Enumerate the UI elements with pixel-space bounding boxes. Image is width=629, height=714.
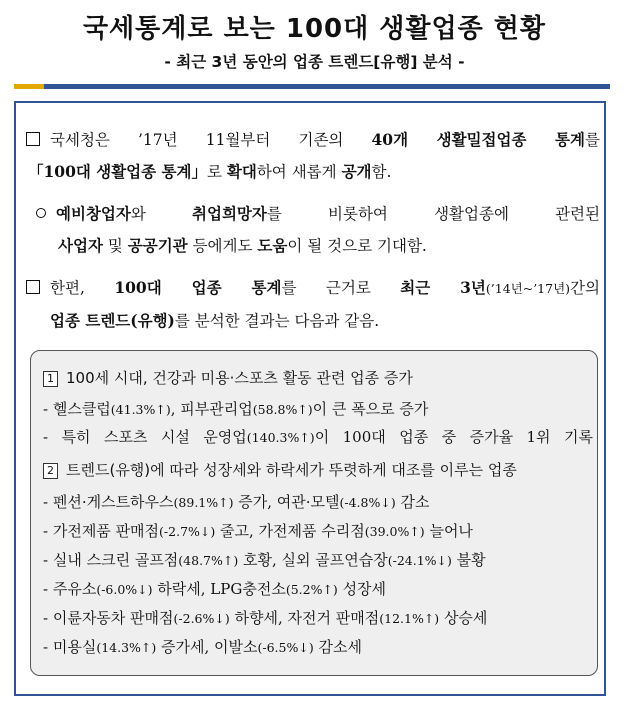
small-text: (-4.8%↓) xyxy=(339,495,396,510)
text: 늘어나 xyxy=(424,522,473,540)
text: 감소세 xyxy=(313,638,362,656)
small-text: (-24.1%↓) xyxy=(387,553,452,568)
text: 감소 xyxy=(395,493,430,511)
text: - 실내 스크린 골프점 xyxy=(43,551,179,569)
text: 국세청은 ’17년 11월부터 기존의 xyxy=(50,131,372,149)
text: 한편, xyxy=(50,279,115,297)
bold-text: 확대 xyxy=(226,162,257,181)
paragraph-3-line-2 xyxy=(26,305,600,337)
list-item xyxy=(43,491,593,512)
section-2-heading xyxy=(43,459,593,480)
circle-bullet-icon xyxy=(36,208,46,218)
bold-text: 업종 트렌드(유행) xyxy=(50,311,175,330)
text: - 펜션·게스트하우스 xyxy=(43,493,174,511)
paragraph-1-line-2 xyxy=(26,156,600,188)
section-heading-text: 100세 시대, 건강과 미용·스포츠 활동 관련 업종 증가 xyxy=(66,369,413,387)
bold-text: 공공기관 xyxy=(127,236,188,255)
small-text: (-2.6%↓) xyxy=(173,611,230,626)
text: , 피부관리업 xyxy=(170,400,253,418)
small-text: (41.3%↑) xyxy=(110,402,171,417)
square-bullet-icon xyxy=(26,280,40,294)
paragraph-3 xyxy=(26,272,600,337)
header-accent-bar-gold xyxy=(14,84,44,89)
list-item xyxy=(43,426,593,447)
small-text: (’14년~’17년) xyxy=(485,281,571,296)
small-text: (89.1%↑) xyxy=(173,495,234,510)
list-item xyxy=(43,607,593,628)
text: 하여 새롭게 xyxy=(256,163,342,181)
text: 하락세, LPG충전소 xyxy=(152,580,286,598)
document-subtitle: - 최근 3년 동안의 업종 트렌드[유행] 분석 - xyxy=(164,53,465,71)
small-text: (-6.0%↓) xyxy=(96,582,153,597)
small-text: (140.3%↑) xyxy=(246,430,315,445)
text: 및 xyxy=(102,237,128,255)
header-accent-bar-blue xyxy=(44,84,610,89)
section-heading-text: 트렌드(유행)에 따라 성장세와 하락세가 뚜렷하게 대조를 이루는 업종 xyxy=(66,461,517,479)
bold-text: 40개 생활밀접업종 통계 xyxy=(371,130,586,149)
paragraph-1-line-1 xyxy=(26,124,600,156)
small-text: (58.8%↑) xyxy=(252,402,313,417)
text: - 헬스클럽 xyxy=(43,400,111,418)
text: 를 분석한 결과는 다음과 같음. xyxy=(174,312,380,330)
text: - 가전제품 판매점 xyxy=(43,522,160,540)
paragraph-1 xyxy=(26,124,600,188)
text: 를 비롯하여 생활업종에 관련된 xyxy=(266,205,601,223)
text: 로 xyxy=(206,163,227,181)
small-text: (14.3%↑) xyxy=(96,640,157,655)
bold-text: 100대 업종 통계 xyxy=(114,278,282,297)
list-item xyxy=(43,398,593,419)
text: - 이륜자동차 판매점 xyxy=(43,609,174,627)
text: 성장세 xyxy=(337,580,387,598)
text: 이 큰 폭으로 증가 xyxy=(312,400,429,418)
text: 증가세, 이발소 xyxy=(156,638,258,656)
summary-box xyxy=(30,350,598,676)
small-text: (39.0%↑) xyxy=(364,524,425,539)
text: 를 xyxy=(585,131,600,149)
text: 함. xyxy=(371,163,392,181)
text: 등에게도 xyxy=(187,237,258,255)
text: 이 될 것으로 기대함. xyxy=(287,237,427,255)
text: 와 xyxy=(130,205,193,223)
text: 증가, 여관·모텔 xyxy=(233,493,340,511)
text: 를 근거로 xyxy=(281,279,401,297)
bold-text: 취업희망자 xyxy=(192,204,267,223)
text: 불황 xyxy=(451,551,486,569)
list-item xyxy=(43,520,593,541)
text: - 미용실 xyxy=(43,638,97,656)
text: 상승세 xyxy=(439,609,488,627)
square-bullet-icon xyxy=(26,132,40,146)
bold-text: 최근 3년 xyxy=(400,278,486,297)
bold-text: 공개 xyxy=(341,162,372,181)
paragraph-2-line-1 xyxy=(36,198,600,230)
section-number-badge: 1 xyxy=(43,371,58,387)
text: 호황, 실외 골프연습장 xyxy=(238,551,388,569)
text: - 특히 스포츠 시설 운영업 xyxy=(43,428,247,446)
section-1-heading xyxy=(43,367,593,388)
small-text: (12.1%↑) xyxy=(379,611,440,626)
bold-text: 「100대 생활업종 통계」 xyxy=(28,162,207,181)
list-item xyxy=(43,549,593,570)
text: 하향세, 자전거 판매점 xyxy=(229,609,380,627)
small-text: (-2.7%↓) xyxy=(159,524,216,539)
list-item xyxy=(43,636,593,657)
text: 간의 xyxy=(570,279,600,297)
bold-text: 예비창업자 xyxy=(56,204,131,223)
list-item xyxy=(43,578,593,599)
text: 줄고, 가전제품 수리점 xyxy=(215,522,365,540)
paragraph-2 xyxy=(36,198,600,262)
small-text: (48.7%↑) xyxy=(178,553,239,568)
text: - 주유소 xyxy=(43,580,97,598)
small-text: (-6.5%↓) xyxy=(257,640,314,655)
paragraph-2-line-2 xyxy=(36,230,600,262)
bold-text: 도움 xyxy=(257,236,288,255)
section-number-badge: 2 xyxy=(43,463,58,479)
document-title: 국세통계로 보는 100대 생활업종 현황 xyxy=(82,14,547,44)
bold-text: 사업자 xyxy=(58,236,103,255)
small-text: (5.2%↑) xyxy=(285,582,338,597)
text: 이 100대 업종 중 증가율 1위 기록 xyxy=(314,428,593,446)
paragraph-3-line-1 xyxy=(26,272,600,305)
